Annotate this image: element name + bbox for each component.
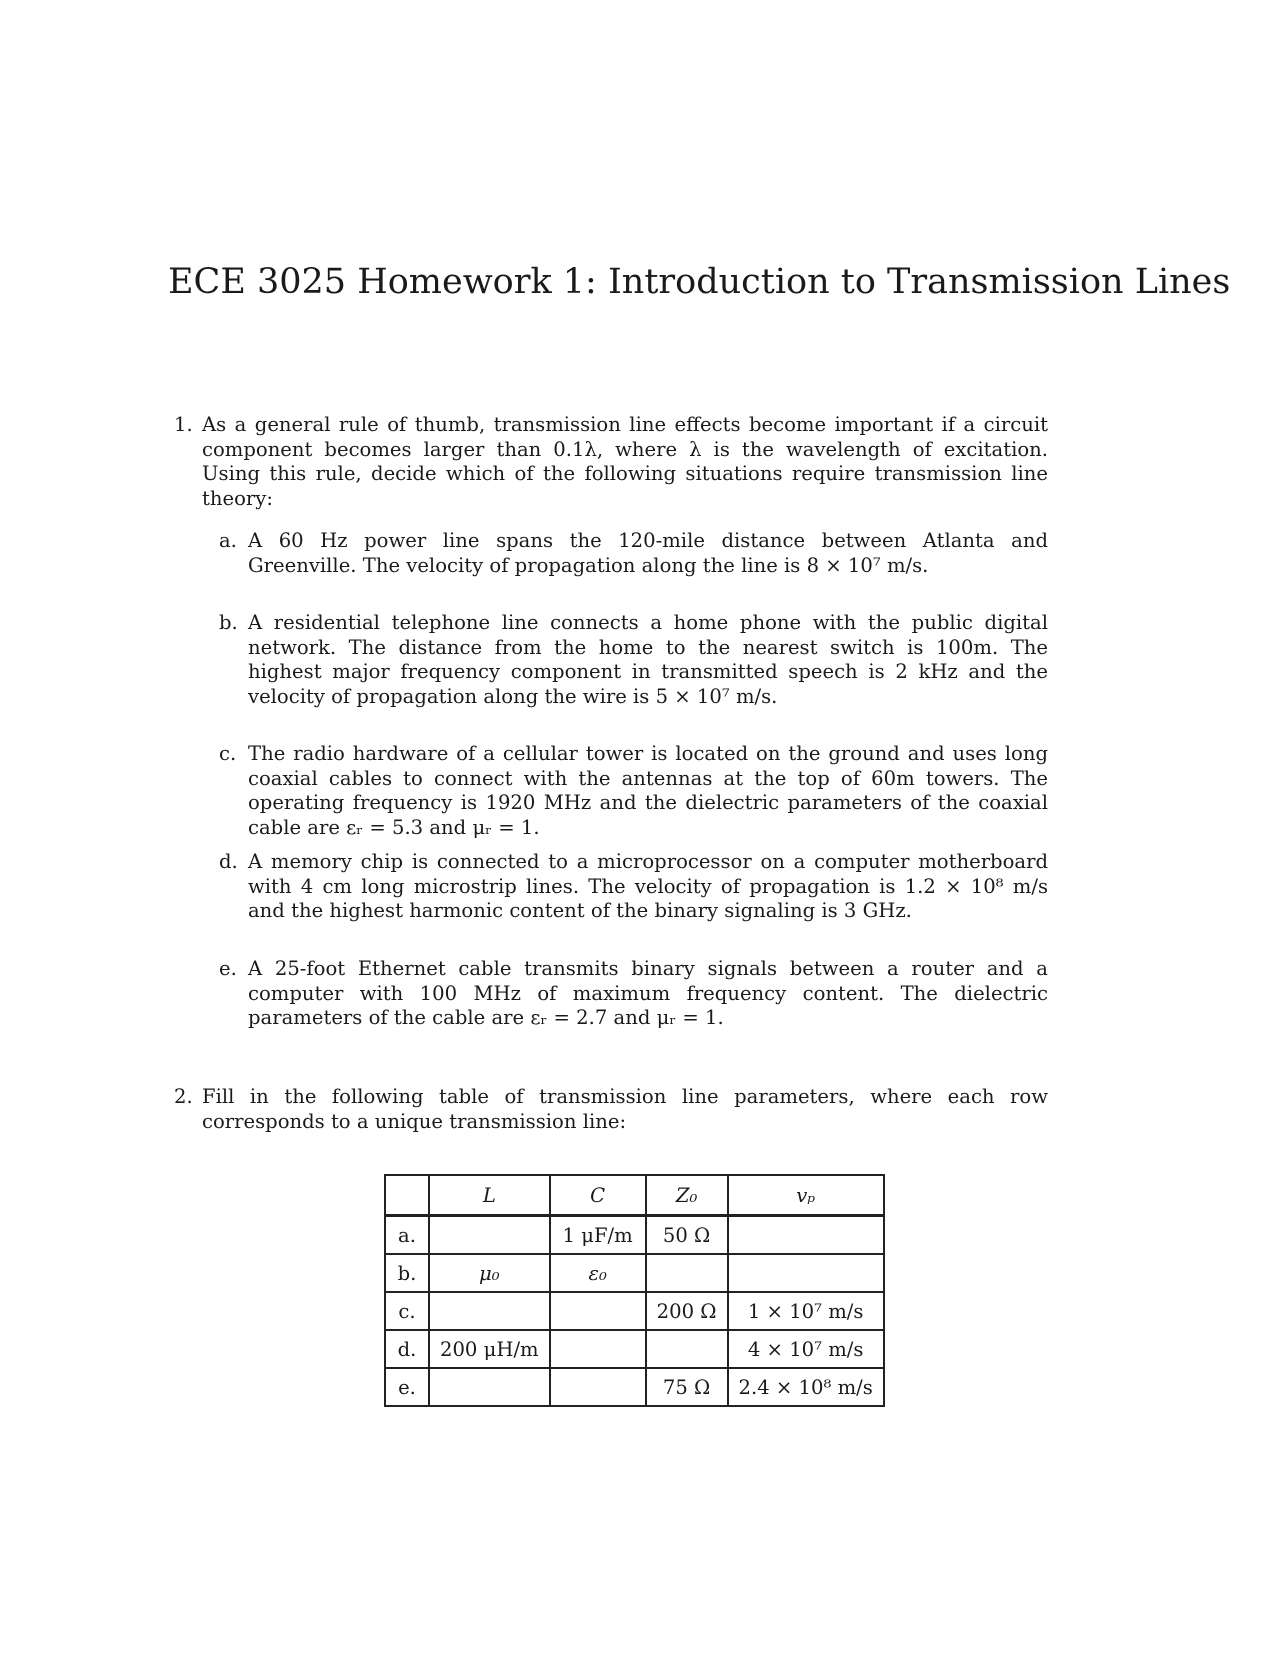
cell-vp [728,1216,884,1255]
cell-Z0: 200 Ω [646,1292,728,1330]
cell-Z0: 75 Ω [646,1368,728,1406]
cell-vp: 4 × 10⁷ m/s [728,1330,884,1368]
question-1a-text: A 60 Hz power line spans the 120-mile distance between Atlanta and Greenville. The velocity of propagation along the line is 8 × 10⁷ m/s. [248,529,1048,577]
cell-L [429,1292,550,1330]
cell-C [550,1330,646,1368]
cell-L [429,1368,550,1406]
cell-C [550,1368,646,1406]
cell-vp [728,1254,884,1292]
row-label: b. [385,1254,429,1292]
table-header-row [385,1175,884,1216]
table-row [385,1216,884,1255]
header-corner-cell [385,1175,429,1216]
row-label: a. [385,1216,429,1255]
table-row [385,1368,884,1406]
page-title: ECE 3025 Homework 1: Introduction to Transmission Lines [168,262,1231,302]
header-vp: vₚ [728,1175,884,1216]
header-Z0: Z₀ [646,1175,728,1216]
cell-C: 1 μF/m [550,1216,646,1255]
table-row [385,1254,884,1292]
question-1e-label: e. [219,957,237,980]
row-label: c. [385,1292,429,1330]
cell-Z0 [646,1254,728,1292]
question-1b-label: b. [219,611,238,634]
table-row [385,1292,884,1330]
cell-C [550,1292,646,1330]
question-1c-text: The radio hardware of a cellular tower is located on the ground and uses long coaxial cables to connect with the antennas at the top of 60m towers. The operating frequency is 1920 MHz and the dielectric parameters of the coaxial cable are εᵣ = 5.3 and μᵣ = 1. [248,742,1048,839]
question-1a-label: a. [219,529,237,552]
cell-L [429,1216,550,1255]
question-2-number: 2. [174,1085,193,1108]
header-L: L [429,1175,550,1216]
cell-Z0: 50 Ω [646,1216,728,1255]
question-1d-label: d. [219,850,238,873]
cell-C: ε₀ [550,1254,646,1292]
cell-vp: 2.4 × 10⁸ m/s [728,1368,884,1406]
row-label: e. [385,1368,429,1406]
question-2-text: Fill in the following table of transmission line parameters, where each row corresponds to a unique transmission line: [202,1085,1048,1133]
row-label: d. [385,1330,429,1368]
cell-L: μ₀ [429,1254,550,1292]
cell-vp: 1 × 10⁷ m/s [728,1292,884,1330]
table-row [385,1330,884,1368]
cell-L: 200 μH/m [429,1330,550,1368]
question-1c-label: c. [219,742,237,765]
header-C: C [550,1175,646,1216]
question-1e-text: A 25-foot Ethernet cable transmits binary signals between a router and a computer with 100 MHz of maximum frequency content. The dielectric parameters of the cable are εᵣ = 2.7 and μᵣ = 1. [248,957,1048,1029]
question-1-text: As a general rule of thumb, transmission line effects become important if a circuit component becomes larger than 0.1λ, where λ is the wavelength of excitation. Using this rule, decide which of the following situations require transmission line theory: [202,413,1048,510]
question-1d-text: A memory chip is connected to a microprocessor on a computer motherboard with 4 cm long microstrip lines. The velocity of propagation is 1.2 × 10⁸ m/s and the highest harmonic content of the binary signaling is 3 GHz. [248,850,1048,922]
cell-Z0 [646,1330,728,1368]
parameters-table [384,1174,885,1407]
question-1b-text: A residential telephone line connects a home phone with the public digital network. The distance from the home to the nearest switch is 100m. The highest major frequency component in transmitted speech is 2 kHz and the velocity of propagation along the wire is 5 × 10⁷ m/s. [248,611,1048,708]
question-1-number: 1. [174,413,193,436]
